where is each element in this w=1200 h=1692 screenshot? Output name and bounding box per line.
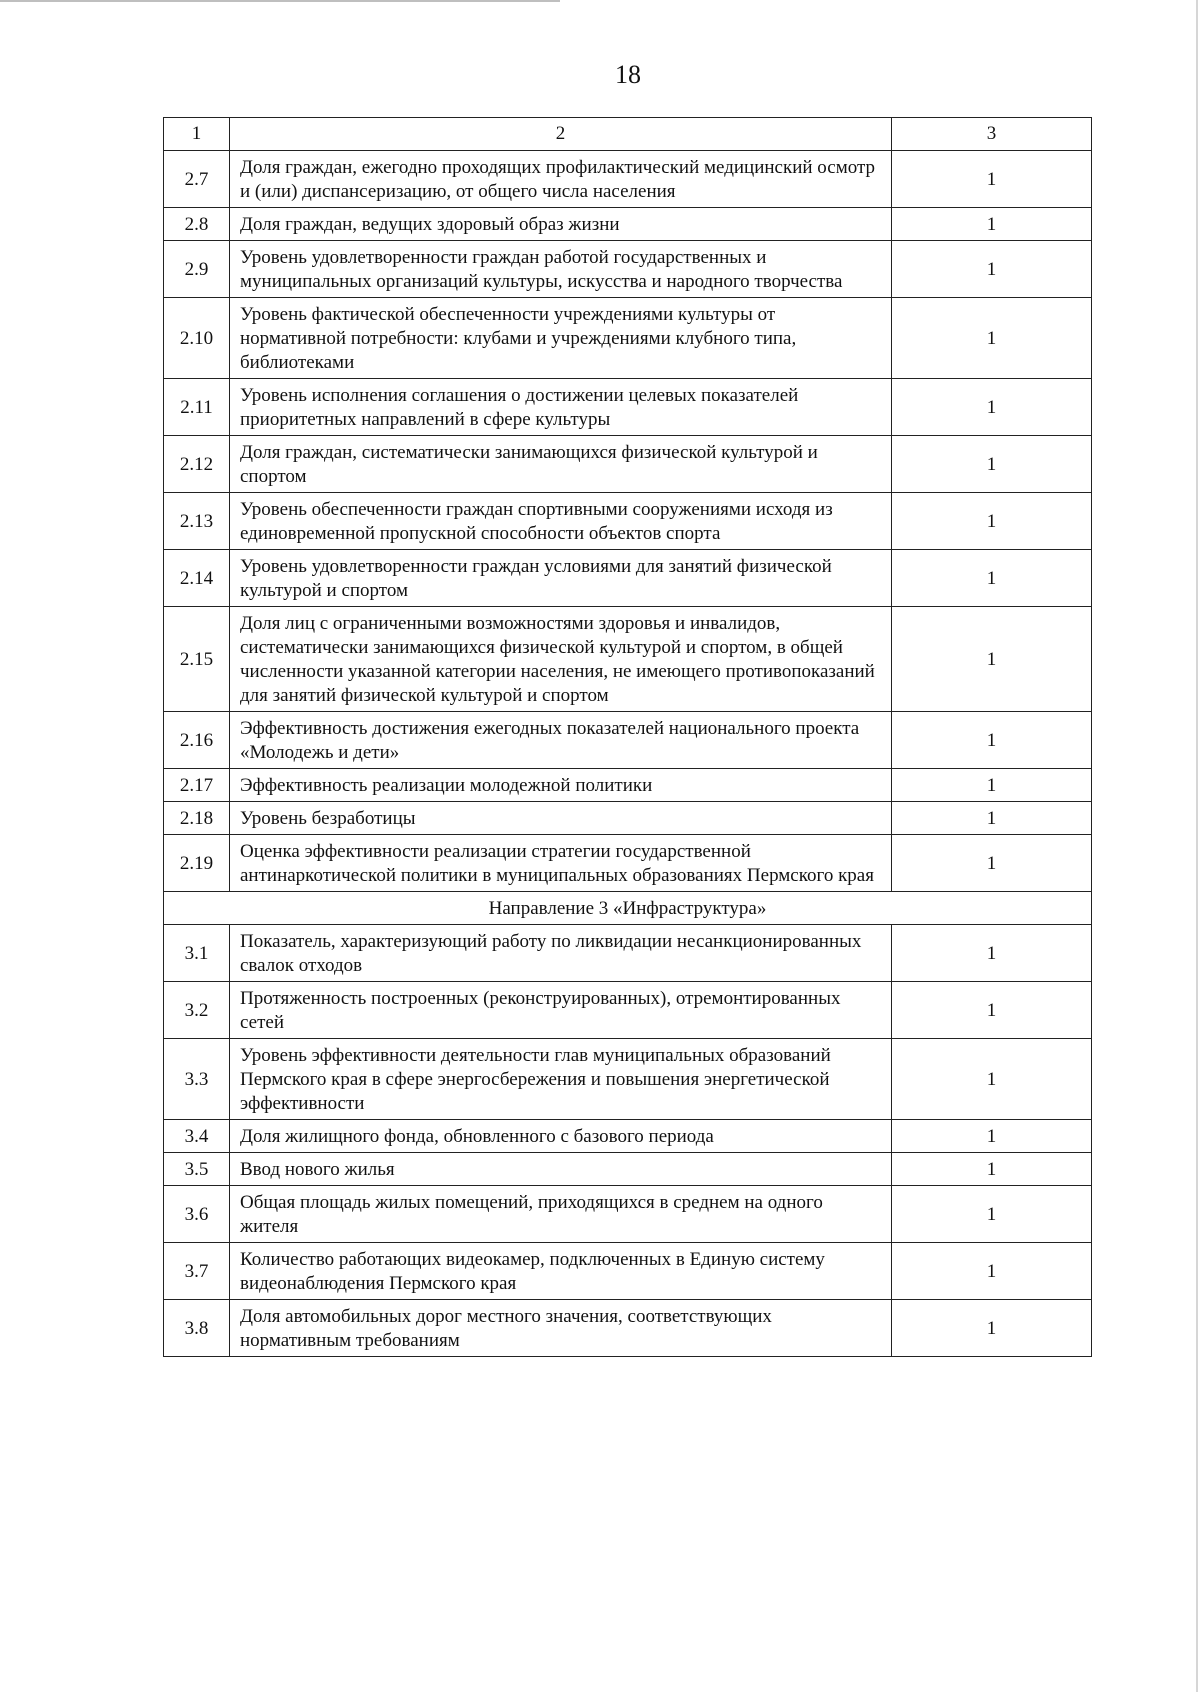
indicator-name: Доля граждан, систематически занимающихся физической культурой и спортом	[230, 436, 892, 493]
table-row	[164, 1153, 1092, 1186]
row-number: 2.16	[164, 712, 230, 769]
indicator-name: Уровень безработицы	[230, 802, 892, 835]
indicator-name: Оценка эффективности реализации стратегии государственной антинаркотической политики в муниципальных образованиях Пермского края	[230, 835, 892, 892]
row-number: 3.1	[164, 925, 230, 982]
indicator-value: 1	[892, 712, 1092, 769]
table-header-row	[164, 118, 1092, 151]
indicator-name: Уровень удовлетворенности граждан работой государственных и муниципальных организаций культуры, искусства и народного творчества	[230, 241, 892, 298]
row-number: 3.8	[164, 1300, 230, 1357]
row-number: 2.12	[164, 436, 230, 493]
table-row	[164, 241, 1092, 298]
table-row	[164, 712, 1092, 769]
row-number: 2.17	[164, 769, 230, 802]
indicator-value: 1	[892, 769, 1092, 802]
scan-edge-mark	[0, 0, 560, 2]
indicator-name: Доля граждан, ведущих здоровый образ жизни	[230, 208, 892, 241]
section-title: Направление 3 «Инфраструктура»	[164, 892, 1092, 925]
indicator-value: 1	[892, 607, 1092, 712]
table-row	[164, 925, 1092, 982]
table-row	[164, 1300, 1092, 1357]
indicator-name: Протяженность построенных (реконструированных), отремонтированных сетей	[230, 982, 892, 1039]
table-row	[164, 835, 1092, 892]
indicator-value: 1	[892, 982, 1092, 1039]
indicator-name: Доля жилищного фонда, обновленного с базового периода	[230, 1120, 892, 1153]
indicator-value: 1	[892, 298, 1092, 379]
indicator-name: Показатель, характеризующий работу по ликвидации несанкционированных свалок отходов	[230, 925, 892, 982]
table-row	[164, 1120, 1092, 1153]
indicator-value: 1	[892, 835, 1092, 892]
indicator-name: Уровень исполнения соглашения о достижении целевых показателей приоритетных направлений в сфере культуры	[230, 379, 892, 436]
indicator-value: 1	[892, 550, 1092, 607]
indicator-name: Доля лиц с ограниченными возможностями здоровья и инвалидов, систематически занимающихся физической культурой и спортом, в общей численности указанной категории населения, не имеющего противопоказаний для занятий физической культурой и спортом	[230, 607, 892, 712]
table-row	[164, 982, 1092, 1039]
indicator-value: 1	[892, 493, 1092, 550]
indicator-name: Доля автомобильных дорог местного значения, соответствующих нормативным требованиям	[230, 1300, 892, 1357]
row-number: 2.7	[164, 151, 230, 208]
table-row	[164, 493, 1092, 550]
row-number: 2.8	[164, 208, 230, 241]
row-number: 2.15	[164, 607, 230, 712]
indicator-value: 1	[892, 1300, 1092, 1357]
section-row	[164, 892, 1092, 925]
indicator-name: Эффективность достижения ежегодных показателей национального проекта «Молодежь и дети»	[230, 712, 892, 769]
indicator-name: Уровень обеспеченности граждан спортивными сооружениями исходя из единовременной пропускной способности объектов спорта	[230, 493, 892, 550]
scan-edge-mark	[1196, 0, 1198, 1692]
table-row	[164, 379, 1092, 436]
page-number: 18	[615, 60, 641, 89]
row-number: 3.2	[164, 982, 230, 1039]
row-number: 2.13	[164, 493, 230, 550]
table-row	[164, 769, 1092, 802]
indicator-value: 1	[892, 379, 1092, 436]
indicator-name: Эффективность реализации молодежной политики	[230, 769, 892, 802]
indicator-value: 1	[892, 1120, 1092, 1153]
column-header: 3	[892, 118, 1092, 151]
row-number: 2.9	[164, 241, 230, 298]
table-row	[164, 208, 1092, 241]
row-number: 3.4	[164, 1120, 230, 1153]
table-row	[164, 550, 1092, 607]
row-number: 2.19	[164, 835, 230, 892]
indicator-name: Уровень фактической обеспеченности учреждениями культуры от нормативной потребности: клубами и учреждениями клубного типа, библиотеками	[230, 298, 892, 379]
row-number: 2.10	[164, 298, 230, 379]
row-number: 3.5	[164, 1153, 230, 1186]
indicator-name: Ввод нового жилья	[230, 1153, 892, 1186]
row-number: 2.14	[164, 550, 230, 607]
row-number: 2.11	[164, 379, 230, 436]
indicator-value: 1	[892, 1153, 1092, 1186]
column-header: 2	[230, 118, 892, 151]
indicator-name: Количество работающих видеокамер, подключенных в Единую систему видеонаблюдения Пермского края	[230, 1243, 892, 1300]
indicator-value: 1	[892, 925, 1092, 982]
row-number: 3.3	[164, 1039, 230, 1120]
row-number: 3.6	[164, 1186, 230, 1243]
row-number: 3.7	[164, 1243, 230, 1300]
indicator-name: Уровень эффективности деятельности глав муниципальных образований Пермского края в сфере энергосбережения и повышения энергетической эффективности	[230, 1039, 892, 1120]
indicator-value: 1	[892, 1186, 1092, 1243]
table-row	[164, 802, 1092, 835]
table-row	[164, 298, 1092, 379]
indicator-value: 1	[892, 151, 1092, 208]
row-number: 2.18	[164, 802, 230, 835]
indicator-value: 1	[892, 1039, 1092, 1120]
indicators-table	[163, 117, 1092, 1357]
table-row	[164, 1243, 1092, 1300]
indicator-value: 1	[892, 1243, 1092, 1300]
indicator-name: Общая площадь жилых помещений, приходящихся в среднем на одного жителя	[230, 1186, 892, 1243]
column-header: 1	[164, 118, 230, 151]
indicator-value: 1	[892, 241, 1092, 298]
table-row	[164, 1186, 1092, 1243]
table-row	[164, 1039, 1092, 1120]
table-row	[164, 436, 1092, 493]
indicator-value: 1	[892, 436, 1092, 493]
table-row	[164, 151, 1092, 208]
indicator-name: Уровень удовлетворенности граждан условиями для занятий физической культурой и спортом	[230, 550, 892, 607]
table-row	[164, 607, 1092, 712]
indicator-name: Доля граждан, ежегодно проходящих профилактический медицинский осмотр и (или) диспансеризацию, от общего числа населения	[230, 151, 892, 208]
indicator-value: 1	[892, 802, 1092, 835]
indicator-value: 1	[892, 208, 1092, 241]
